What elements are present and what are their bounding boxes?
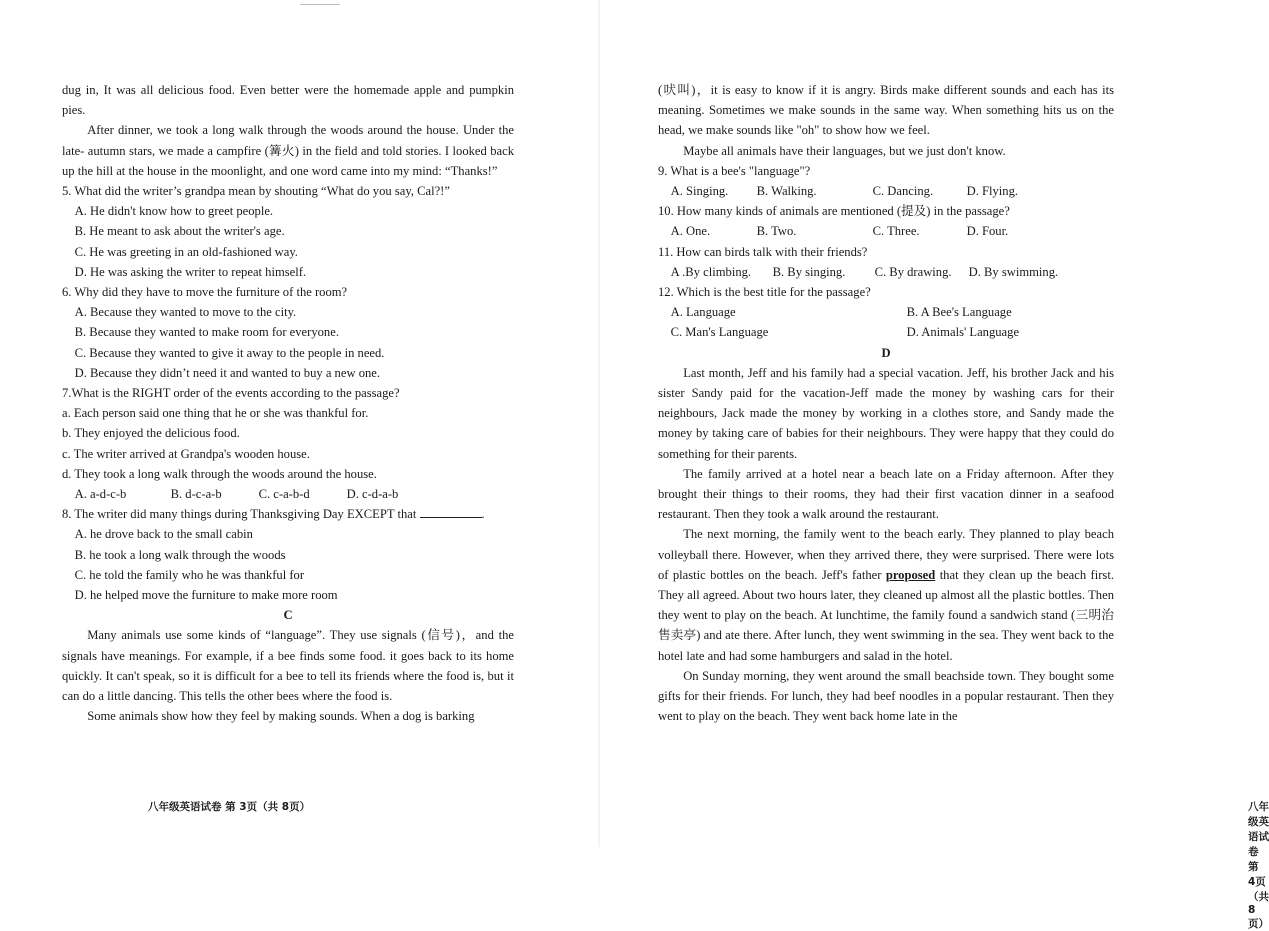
passage-d-paragraph-1: Last month, Jeff and his family had a special vacation. Jeff, his brother Jack and his sister Sandy paid for the vacation-Jeff made the money by washing cars for their neighbours, Jack made the money by working in a clothes store, and Sandy made the money by taking care of babies for their neighbours. They were happy that they could do something for their parents. (658, 365, 1114, 461)
q10-option-c: C. Three. (872, 224, 920, 239)
q7-event-d: d. They took a long walk through the woods around the house. (62, 466, 377, 481)
q11-options (658, 262, 1114, 282)
q7-event-a: a. Each person said one thing that he or she was thankful for. (62, 406, 369, 421)
q8-option-c: C. he told the family who he was thankful for (74, 567, 305, 582)
passage-c-paragraph-3: Maybe all animals have their languages, but we just don't know. (683, 143, 1006, 158)
q7-option-c: C. c-a-b-d (258, 487, 310, 502)
q9-option-b: B. Walking. (756, 184, 817, 199)
q7-option-d: D. c-d-a-b (346, 487, 399, 502)
q5-option-a: A. He didn't know how to greet people. (74, 204, 274, 219)
q6-option-d: D. Because they didn’t need it and wanted to buy a new one. (74, 365, 381, 380)
question-5: 5. What did the writer’s grandpa mean by shouting “What do you say, Cal?!” (62, 184, 450, 199)
q9-option-d: D. Flying. (966, 184, 1019, 199)
passage-b-paragraph: After dinner, we took a long walk through the woods around the house. Under the late- autumn stars, we made a campfire (篝火) in the field and told stories. I looked back up the hill at the house in the moonlight, and one word came into my mind: “Thanks!” (62, 123, 514, 178)
q12-option-a: A. Language (670, 305, 736, 320)
q12-option-d: D. Animals' Language (906, 325, 1020, 340)
question-8-text: 8. The writer did many things during Thanksgiving Day EXCEPT that (62, 507, 417, 522)
question-7: 7.What is the RIGHT order of the events according to the passage? (62, 386, 400, 401)
q12-option-c: C. Man's Language (670, 325, 769, 340)
passage-d-paragraph-3 (658, 524, 1114, 665)
question-6: 6. Why did they have to move the furniture of the room? (62, 285, 348, 300)
left-column (62, 80, 514, 727)
paragraph-3-text-start: The next morning, the family went to the beach early. They planned to play beach volleyball there. However, when they arrived there, they were surprised. There were lots of plastic bottles on the beach. Jeff's father (658, 527, 1114, 582)
q7-options (62, 484, 514, 504)
section-c-heading: C (283, 608, 293, 623)
q7-event-c: c. The writer arrived at Grandpa's wooden house. (62, 446, 310, 461)
q8-option-b: B. he took a long walk through the woods (74, 547, 286, 562)
q10-options (658, 221, 1114, 241)
q11-option-d: D. By swimming. (968, 264, 1059, 279)
q12-options-row-2 (658, 322, 1114, 342)
q9-option-c: C. Dancing. (872, 184, 934, 199)
q8-option-a: A. he drove back to the small cabin (74, 527, 253, 542)
q6-option-c: C. Because they wanted to give it away to the people in need. (74, 345, 385, 360)
right-column (658, 80, 1114, 727)
q11-option-a: A .By climbing. (670, 264, 752, 279)
q5-option-b: B. He meant to ask about the writer's age. (74, 224, 285, 239)
passage-c-paragraph-1: Many animals use some kinds of “language”. They use signals (信号)，and the signals have meanings. For example, if a bee finds some food. it goes back to its home quickly. It can't speak, so it is difficult for a bee to tell its friends where the food is, but it can do a little dancing. This tells the other bees where the food is. (62, 628, 514, 704)
page-3 (0, 0, 600, 847)
passage-b-end: dug in, It was all delicious food. Even better were the homemade apple and pumpkin pies. (62, 83, 514, 118)
question-9: 9. What is a bee's "language"? (658, 163, 811, 178)
question-10: 10. How many kinds of animals are mentioned (提及) in the passage? (658, 204, 1010, 219)
q6-option-b: B. Because they wanted to make room for everyone. (74, 325, 339, 340)
passage-c-paragraph-2-cont: (吠叫)，it is easy to know if it is angry. Birds make different sounds and each has its meaning. Sometimes we make sounds in the same way. When something hits us on the head, we make sounds like "oh" to show how we feel. (658, 83, 1114, 138)
section-d-heading: D (881, 345, 891, 360)
q10-option-d: D. Four. (966, 224, 1009, 239)
answer-blank (420, 505, 482, 518)
q9-options (658, 181, 1114, 201)
q12-options-row-1 (658, 302, 1114, 322)
paragraph-3-text-end: that they clean up the beach first. They all agreed. About two hours later, they cleaned up almost all the plastic bottles. Then they went to play on the beach. At lunchtime, the family found a sandwich stand (三明治售卖亭) and ate there. After lunch, they went swimming in the sea. They went back to the hotel late and had some hamburgers and salad in the hotel. (658, 567, 1114, 663)
page-footer: 八年级英语试卷 第 4页（共 8页） (1248, 801, 1269, 930)
q5-option-c: C. He was greeting in an old-fashioned way. (74, 244, 298, 259)
passage-c-paragraph-2: Some animals show how they feel by making sounds. When a dog is barking (87, 709, 475, 724)
question-11: 11. How can birds talk with their friends? (658, 244, 868, 259)
question-8: 8. The writer did many things during Thanksgiving Day EXCEPT that . (62, 507, 485, 522)
passage-d-paragraph-4: On Sunday morning, they went around the small beachside town. They bought some gifts for their friends. For lunch, they had beef noodles in a popular restaurant. Then they went to play on the beach. They went back home late in the (658, 668, 1114, 724)
q5-option-d: D. He was asking the writer to repeat himself. (74, 264, 307, 279)
q10-option-b: B. Two. (756, 224, 797, 239)
q9-option-a: A. Singing. (670, 184, 729, 199)
q6-option-a: A. Because they wanted to move to the city. (74, 305, 297, 320)
page-footer: 八年级英语试卷 第 3页（共 8页） (148, 801, 311, 813)
passage-d-paragraph-2: The family arrived at a hotel near a beach late on a Friday afternoon. After they brought their things to their rooms, they had their first vacation dinner in a seafood restaurant. Then they took a walk around the restaurant. (658, 466, 1114, 522)
q7-option-a: A. a-d-c-b (74, 487, 127, 502)
page-4 (600, 0, 1269, 930)
q7-option-b: B. d-c-a-b (170, 487, 222, 502)
underlined-word: proposed (885, 567, 936, 582)
q12-option-b: B. A Bee's Language (906, 305, 1012, 320)
q11-option-b: B. By singing. (772, 264, 846, 279)
q10-option-a: A. One. (670, 224, 711, 239)
question-12: 12. Which is the best title for the passage? (658, 285, 871, 300)
q11-option-c: C. By drawing. (874, 264, 952, 279)
q7-event-b: b. They enjoyed the delicious food. (62, 426, 240, 441)
q8-option-d: D. he helped move the furniture to make more room (74, 588, 338, 603)
